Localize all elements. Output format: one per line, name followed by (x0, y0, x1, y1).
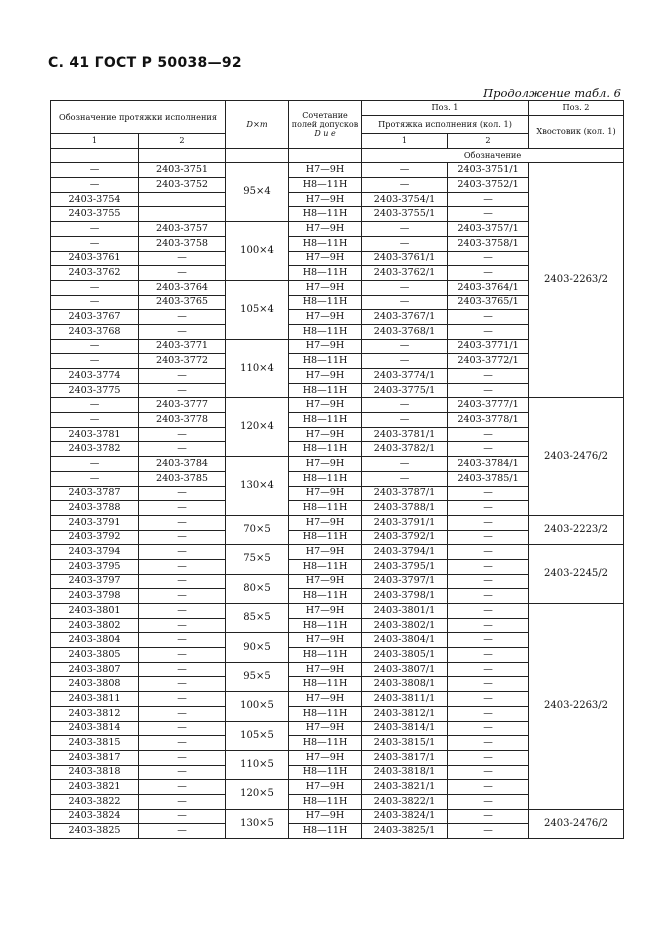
cell-designation-1: 2403-3795 (51, 559, 139, 574)
cell-designation-1: 2403-3761 (51, 251, 139, 266)
cell-pos1-2: 2403-3764/1 (448, 280, 529, 295)
cell-fit: H8—11H (289, 648, 362, 663)
pos2-header: Поз. 2 (529, 101, 624, 116)
cell-pos1-2: — (448, 589, 529, 604)
cell-designation-1: 2403-3782 (51, 442, 139, 457)
cell-fit: H8—11H (289, 354, 362, 369)
cell-pos1-1: — (362, 178, 448, 193)
cell-designation-2: 2403-3772 (139, 354, 226, 369)
cell-pos1-2: — (448, 648, 529, 663)
cell-dm-group: 130×5 (226, 809, 289, 838)
cell-fit: H8—11H (289, 501, 362, 516)
cell-pos1-2: — (448, 662, 529, 677)
page-header: С. 41 ГОСТ Р 50038—92 (48, 55, 242, 71)
cell-pos1-1: 2403-3798/1 (362, 589, 448, 604)
table-row (51, 809, 624, 824)
cell-dm-group: 105×4 (226, 280, 289, 339)
cell-pos1-1: 2403-3814/1 (362, 721, 448, 736)
cell-designation-2: — (139, 824, 226, 839)
cell-pos1-2: 2403-3752/1 (448, 178, 529, 193)
cell-designation-1: 2403-3767 (51, 310, 139, 325)
cell-fit: H7—9H (289, 515, 362, 530)
cell-fit: H7—9H (289, 809, 362, 824)
cell-designation-1: 2403-3774 (51, 369, 139, 384)
cell-fit: H7—9H (289, 251, 362, 266)
designation-label: Обозначение (362, 148, 624, 163)
cell-pos1-2: — (448, 809, 529, 824)
cell-designation-1: — (51, 457, 139, 472)
cell-designation-2: 2403-3778 (139, 413, 226, 428)
cell-pos1-2: — (448, 633, 529, 648)
cell-fit: H7—9H (289, 457, 362, 472)
cell-pos1-2: — (448, 721, 529, 736)
cell-pos1-1: 2403-3821/1 (362, 780, 448, 795)
cell-dm-group: 95×5 (226, 662, 289, 691)
cell-dm-group: 130×4 (226, 457, 289, 516)
cell-designation-1: 2403-3797 (51, 574, 139, 589)
cell-fit: H8—11H (289, 559, 362, 574)
col-designation-header: Обозначение протяжки исполнения (51, 101, 226, 134)
cell-designation-2: 2403-3764 (139, 280, 226, 295)
cell-dm-group: 75×5 (226, 545, 289, 574)
cell-fit: H7—9H (289, 486, 362, 501)
cell-pos1-2: — (448, 618, 529, 633)
cell-pos1-1: 2403-3812/1 (362, 706, 448, 721)
cell-dm-group: 110×4 (226, 339, 289, 398)
cell-designation-1: — (51, 471, 139, 486)
cell-designation-1: 2403-3804 (51, 633, 139, 648)
cell-designation-2: — (139, 662, 226, 677)
cell-designation-1: 2403-3815 (51, 736, 139, 751)
cell-fit: H7—9H (289, 222, 362, 237)
cell-designation-2: 2403-3785 (139, 471, 226, 486)
cell-designation-1: 2403-3794 (51, 545, 139, 560)
cell-pos1-2: 2403-3758/1 (448, 236, 529, 251)
cell-pos1-2: — (448, 383, 529, 398)
cell-pos1-1: 2403-3805/1 (362, 648, 448, 663)
cell-designation-1: 2403-3775 (51, 383, 139, 398)
cell-designation-2 (139, 192, 226, 207)
cell-pos1-2: 2403-3778/1 (448, 413, 529, 428)
cell-designation-1: 2403-3781 (51, 427, 139, 442)
cell-designation-2: — (139, 677, 226, 692)
cell-designation-1: — (51, 339, 139, 354)
cell-pos1-1: 2403-3761/1 (362, 251, 448, 266)
cell-designation-1: 2403-3808 (51, 677, 139, 692)
cell-pos1-1: 2403-3804/1 (362, 633, 448, 648)
cell-designation-1: 2403-3824 (51, 809, 139, 824)
cell-fit: H7—9H (289, 633, 362, 648)
cell-fit: H7—9H (289, 427, 362, 442)
cell-pos1-1: 2403-3775/1 (362, 383, 448, 398)
cell-fit: H8—11H (289, 794, 362, 809)
cell-designation-2: — (139, 721, 226, 736)
cell-designation-1: 2403-3817 (51, 750, 139, 765)
cell-fit: H8—11H (289, 706, 362, 721)
cell-designation-2: 2403-3784 (139, 457, 226, 472)
table-row (51, 163, 624, 178)
cell-designation-2: — (139, 706, 226, 721)
cell-pos1-2: — (448, 677, 529, 692)
cell-pos1-1: 2403-3802/1 (362, 618, 448, 633)
cell-pos1-1: 2403-3818/1 (362, 765, 448, 780)
cell-designation-1: 2403-3754 (51, 192, 139, 207)
cell-fit: H7—9H (289, 692, 362, 707)
cell-designation-2: — (139, 383, 226, 398)
cell-designation-2: — (139, 486, 226, 501)
pos1-col1-num: 1 (362, 134, 448, 149)
cell-fit: H8—11H (289, 178, 362, 193)
cell-designation-1: — (51, 163, 139, 178)
cell-pos1-2: — (448, 736, 529, 751)
cell-designation-2: — (139, 427, 226, 442)
cell-designation-2: — (139, 604, 226, 619)
cell-pos1-1: 2403-3768/1 (362, 324, 448, 339)
cell-pos1-1: 2403-3754/1 (362, 192, 448, 207)
cell-pos1-2: — (448, 310, 529, 325)
cell-pos2-group: 2403-2476/2 (529, 809, 624, 838)
pos1-col2-num: 2 (448, 134, 529, 149)
cell-fit: H7—9H (289, 750, 362, 765)
cell-designation-2: — (139, 633, 226, 648)
cell-designation-2: 2403-3751 (139, 163, 226, 178)
cell-designation-1: 2403-3821 (51, 780, 139, 795)
cell-designation-2: 2403-3765 (139, 295, 226, 310)
cell-designation-1: — (51, 354, 139, 369)
cell-dm-group: 120×4 (226, 398, 289, 457)
cell-pos1-1: — (362, 295, 448, 310)
cell-pos1-1: 2403-3762/1 (362, 266, 448, 281)
cell-pos1-1: 2403-3787/1 (362, 486, 448, 501)
cell-designation-2: — (139, 310, 226, 325)
cell-pos1-2: — (448, 706, 529, 721)
cell-pos1-2: 2403-3784/1 (448, 457, 529, 472)
cell-pos1-1: — (362, 236, 448, 251)
cell-pos1-2: — (448, 207, 529, 222)
cell-designation-1: 2403-3805 (51, 648, 139, 663)
cell-fit: H7—9H (289, 780, 362, 795)
cell-pos1-1: 2403-3811/1 (362, 692, 448, 707)
cell-fit: H7—9H (289, 163, 362, 178)
cell-dm-group: 85×5 (226, 604, 289, 633)
cell-designation-1: — (51, 222, 139, 237)
cell-designation-1: 2403-3822 (51, 794, 139, 809)
cell-designation-1: 2403-3801 (51, 604, 139, 619)
cell-fit: H7—9H (289, 339, 362, 354)
cell-pos1-2: 2403-3772/1 (448, 354, 529, 369)
cell-pos1-1: 2403-3774/1 (362, 369, 448, 384)
cell-pos1-1: 2403-3822/1 (362, 794, 448, 809)
cell-fit: H8—11H (289, 589, 362, 604)
cell-fit: H8—11H (289, 324, 362, 339)
cell-designation-2: — (139, 765, 226, 780)
cell-designation-1: 2403-3825 (51, 824, 139, 839)
pos1-subheader: Протяжка исполнения (кол. 1) (362, 115, 529, 133)
col-fit-header: Сочетание полей допусков D и e (289, 101, 362, 149)
cell-designation-2: 2403-3777 (139, 398, 226, 413)
cell-designation-1: — (51, 295, 139, 310)
cell-pos1-2: — (448, 545, 529, 560)
cell-pos1-1: — (362, 354, 448, 369)
cell-designation-2: — (139, 545, 226, 560)
cell-dm-group: 110×5 (226, 750, 289, 779)
cell-pos1-2: — (448, 501, 529, 516)
cell-pos1-2: — (448, 692, 529, 707)
cell-pos1-1: 2403-3825/1 (362, 824, 448, 839)
cell-designation-2: 2403-3771 (139, 339, 226, 354)
cell-designation-1: — (51, 413, 139, 428)
cell-pos1-1: — (362, 339, 448, 354)
table-continuation-label: Продолжение табл. 6 (483, 86, 621, 100)
cell-pos1-1: 2403-3797/1 (362, 574, 448, 589)
cell-pos1-1: 2403-3817/1 (362, 750, 448, 765)
cell-designation-1: 2403-3762 (51, 266, 139, 281)
cell-fit: H7—9H (289, 192, 362, 207)
cell-pos1-2: — (448, 559, 529, 574)
cell-designation-2: — (139, 442, 226, 457)
cell-designation-2: — (139, 589, 226, 604)
cell-designation-1: 2403-3792 (51, 530, 139, 545)
cell-fit: H7—9H (289, 369, 362, 384)
cell-pos1-2: — (448, 750, 529, 765)
cell-designation-2: — (139, 515, 226, 530)
cell-designation-1: 2403-3768 (51, 324, 139, 339)
cell-pos1-2: — (448, 604, 529, 619)
cell-designation-2: — (139, 750, 226, 765)
cell-designation-2: — (139, 780, 226, 795)
cell-fit: H7—9H (289, 721, 362, 736)
cell-designation-2: 2403-3757 (139, 222, 226, 237)
cell-designation-2: — (139, 501, 226, 516)
cell-designation-2: 2403-3758 (139, 236, 226, 251)
cell-fit: H8—11H (289, 236, 362, 251)
cell-fit: H8—11H (289, 295, 362, 310)
cell-pos1-1: — (362, 280, 448, 295)
cell-designation-2: — (139, 692, 226, 707)
cell-pos1-1: 2403-3788/1 (362, 501, 448, 516)
pos1-header: Поз. 1 (362, 101, 529, 116)
cell-fit: H7—9H (289, 545, 362, 560)
cell-fit: H8—11H (289, 413, 362, 428)
cell-designation-1: 2403-3811 (51, 692, 139, 707)
cell-fit: H8—11H (289, 383, 362, 398)
cell-designation-1: 2403-3802 (51, 618, 139, 633)
cell-dm-group: 120×5 (226, 780, 289, 809)
cell-pos1-2: — (448, 780, 529, 795)
cell-pos1-2: 2403-3771/1 (448, 339, 529, 354)
cell-pos1-2: — (448, 486, 529, 501)
cell-pos1-2: 2403-3757/1 (448, 222, 529, 237)
cell-designation-2: — (139, 559, 226, 574)
cell-pos1-2: — (448, 369, 529, 384)
cell-fit: H8—11H (289, 677, 362, 692)
cell-pos1-2: — (448, 266, 529, 281)
cell-pos1-1: 2403-3767/1 (362, 310, 448, 325)
cell-pos1-1: 2403-3794/1 (362, 545, 448, 560)
cell-pos1-2: — (448, 574, 529, 589)
cell-pos1-2: — (448, 765, 529, 780)
cell-pos1-1: 2403-3755/1 (362, 207, 448, 222)
cell-fit: H7—9H (289, 604, 362, 619)
cell-fit: H8—11H (289, 618, 362, 633)
cell-fit: H7—9H (289, 398, 362, 413)
cell-fit: H8—11H (289, 471, 362, 486)
cell-pos1-1: 2403-3781/1 (362, 427, 448, 442)
cell-pos1-2: — (448, 530, 529, 545)
cell-designation-1: 2403-3791 (51, 515, 139, 530)
cell-fit: H7—9H (289, 280, 362, 295)
cell-pos1-2: 2403-3765/1 (448, 295, 529, 310)
cell-designation-2 (139, 207, 226, 222)
cell-pos2-group: 2403-2263/2 (529, 604, 624, 810)
cell-designation-1: 2403-3814 (51, 721, 139, 736)
cell-pos1-1: — (362, 471, 448, 486)
cell-designation-2: — (139, 369, 226, 384)
cell-designation-2: 2403-3752 (139, 178, 226, 193)
cell-pos1-1: 2403-3791/1 (362, 515, 448, 530)
cell-fit: H8—11H (289, 765, 362, 780)
cell-designation-1: — (51, 280, 139, 295)
cell-dm-group: 70×5 (226, 515, 289, 544)
pos2-subheader: Хвостовик (кол. 1) (529, 115, 624, 148)
cell-pos1-1: 2403-3808/1 (362, 677, 448, 692)
cell-pos1-2: 2403-3751/1 (448, 163, 529, 178)
cell-designation-2: — (139, 574, 226, 589)
table-row (51, 398, 624, 413)
cell-fit: H8—11H (289, 442, 362, 457)
cell-designation-2: — (139, 324, 226, 339)
cell-designation-1: 2403-3788 (51, 501, 139, 516)
cell-pos1-1: — (362, 398, 448, 413)
cell-pos2-group: 2403-2476/2 (529, 398, 624, 516)
cell-pos1-1: 2403-3795/1 (362, 559, 448, 574)
col1-num: 1 (51, 134, 139, 149)
cell-designation-1: 2403-3818 (51, 765, 139, 780)
cell-designation-2: — (139, 736, 226, 751)
cell-pos1-1: 2403-3792/1 (362, 530, 448, 545)
cell-pos1-2: — (448, 427, 529, 442)
cell-designation-1: 2403-3812 (51, 706, 139, 721)
parts-table (50, 100, 624, 839)
cell-fit: H8—11H (289, 736, 362, 751)
cell-dm-group: 105×5 (226, 721, 289, 750)
cell-designation-1: — (51, 178, 139, 193)
cell-pos1-1: — (362, 163, 448, 178)
cell-fit: H8—11H (289, 530, 362, 545)
cell-pos1-1: 2403-3815/1 (362, 736, 448, 751)
cell-pos2-group: 2403-2245/2 (529, 545, 624, 604)
cell-pos1-1: 2403-3824/1 (362, 809, 448, 824)
cell-designation-1: 2403-3798 (51, 589, 139, 604)
table-row (51, 604, 624, 619)
cell-designation-2: — (139, 530, 226, 545)
cell-pos1-1: 2403-3801/1 (362, 604, 448, 619)
col2-num: 2 (139, 134, 226, 149)
cell-pos1-1: — (362, 457, 448, 472)
cell-designation-2: — (139, 648, 226, 663)
cell-pos1-1: 2403-3807/1 (362, 662, 448, 677)
cell-pos1-1: — (362, 222, 448, 237)
cell-pos1-1: — (362, 413, 448, 428)
cell-dm-group: 95×4 (226, 163, 289, 222)
cell-fit: H7—9H (289, 310, 362, 325)
cell-dm-group: 80×5 (226, 574, 289, 603)
cell-designation-2: — (139, 809, 226, 824)
cell-designation-1: — (51, 398, 139, 413)
cell-pos1-2: — (448, 324, 529, 339)
cell-designation-1: 2403-3807 (51, 662, 139, 677)
cell-designation-2: — (139, 266, 226, 281)
cell-designation-2: — (139, 618, 226, 633)
cell-dm-group: 100×4 (226, 222, 289, 281)
table-row (51, 545, 624, 560)
cell-designation-1: — (51, 236, 139, 251)
cell-fit: H8—11H (289, 266, 362, 281)
cell-designation-2: — (139, 794, 226, 809)
cell-pos1-2: — (448, 192, 529, 207)
cell-dm-group: 90×5 (226, 633, 289, 662)
cell-dm-group: 100×5 (226, 692, 289, 721)
cell-fit: H7—9H (289, 662, 362, 677)
cell-designation-1: 2403-3787 (51, 486, 139, 501)
cell-pos2-group: 2403-2223/2 (529, 515, 624, 544)
cell-pos1-2: — (448, 824, 529, 839)
cell-fit: H8—11H (289, 207, 362, 222)
cell-fit: H7—9H (289, 574, 362, 589)
cell-fit: H8—11H (289, 824, 362, 839)
cell-pos1-2: — (448, 442, 529, 457)
col-dm-header: D×m (226, 101, 289, 149)
cell-pos1-2: — (448, 794, 529, 809)
cell-designation-1: 2403-3755 (51, 207, 139, 222)
cell-pos1-2: — (448, 251, 529, 266)
cell-pos1-2: 2403-3785/1 (448, 471, 529, 486)
table-row (51, 515, 624, 530)
cell-pos1-2: 2403-3777/1 (448, 398, 529, 413)
cell-designation-2: — (139, 251, 226, 266)
cell-pos2-group: 2403-2263/2 (529, 163, 624, 398)
cell-pos1-1: 2403-3782/1 (362, 442, 448, 457)
cell-pos1-2: — (448, 515, 529, 530)
